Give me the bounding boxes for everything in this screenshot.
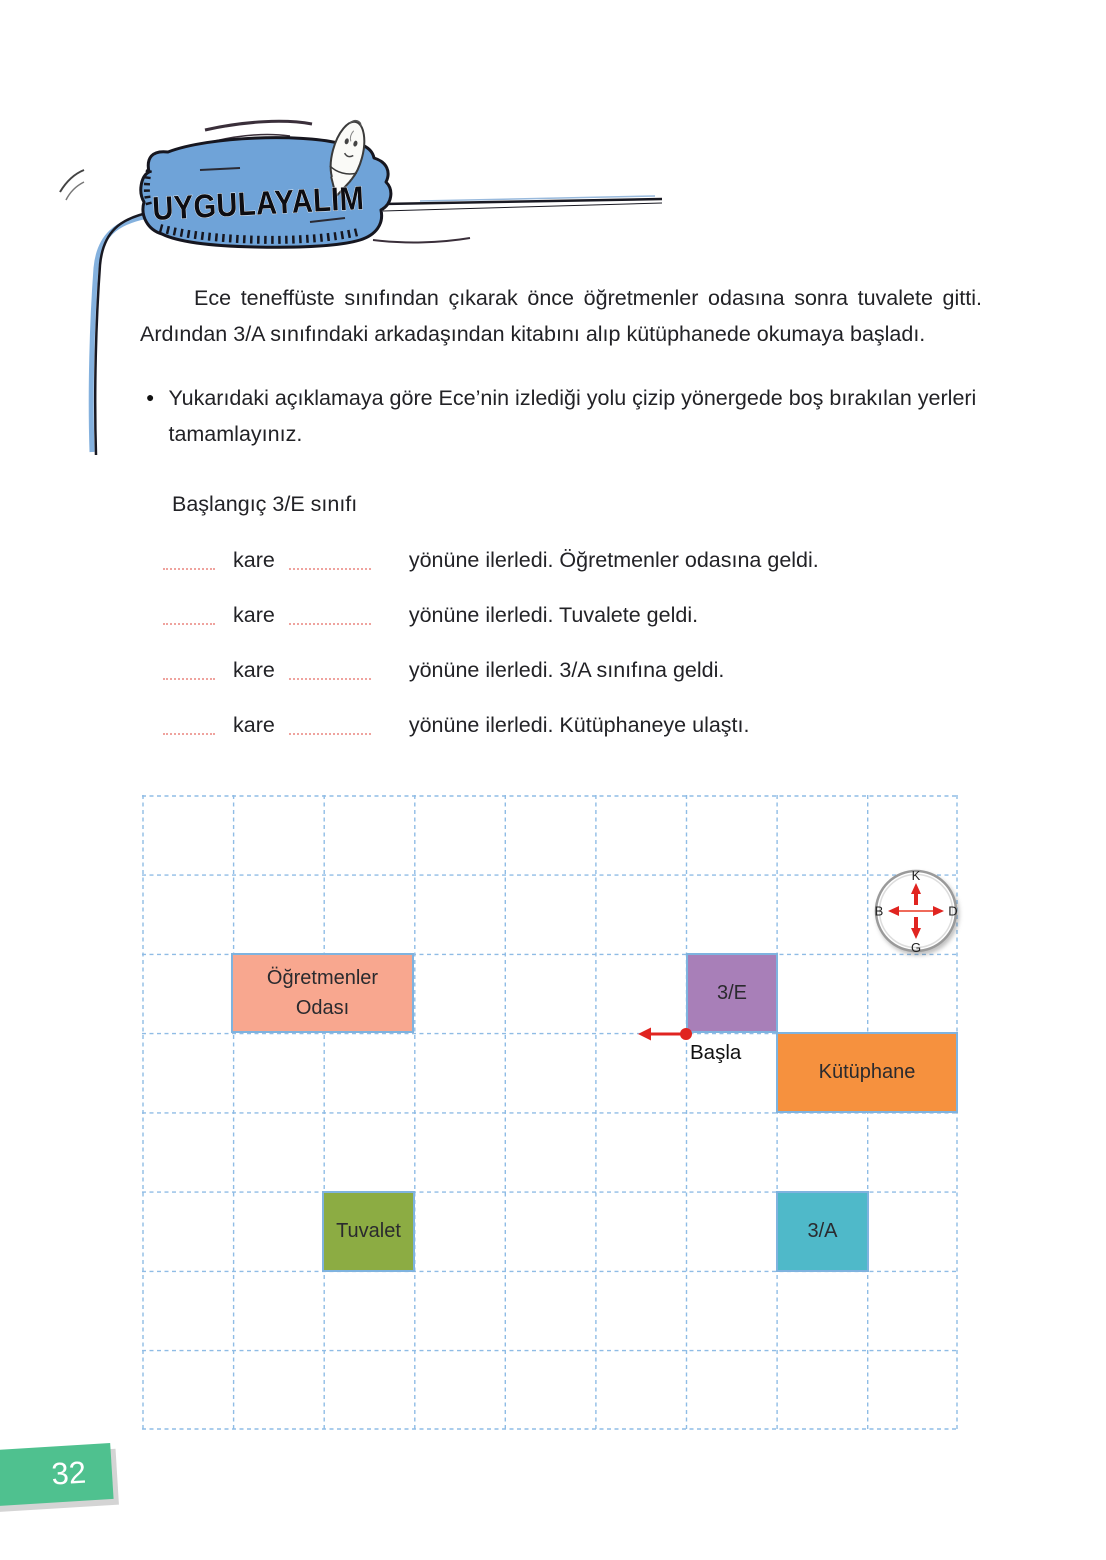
room-label: 3/E	[716, 981, 748, 1004]
unit-label: kare	[233, 548, 275, 572]
school-map-grid[interactable]	[142, 795, 958, 1430]
room-label: Kütüphane	[818, 1061, 916, 1083]
room-3e[interactable]	[686, 953, 778, 1033]
compass-west-label: B	[874, 903, 884, 919]
compass-north-label: K	[911, 868, 921, 883]
intro-paragraph: Ece teneffüste sınıfından çıkarak önce öğretmenler odasına sonra tuvalete gitti. Ardından 3/A sınıfındaki arkadaşından kitabını alıp kütüphanede okumaya başladı.	[140, 285, 982, 346]
room-3a[interactable]	[776, 1191, 869, 1272]
direction-blank-field[interactable]	[289, 568, 371, 570]
room-kutuphane[interactable]	[776, 1032, 958, 1113]
start-marker-label: Başla	[690, 1041, 742, 1064]
count-blank-field[interactable]	[163, 678, 215, 680]
bullet-icon: ●	[146, 389, 155, 405]
step-text: yönüne ilerledi. Öğretmenler odasına geldi.	[408, 548, 819, 572]
step-row-3	[163, 652, 1023, 683]
step-text: yönüne ilerledi. Kütüphaneye ulaştı.	[408, 713, 750, 737]
count-blank-field[interactable]	[163, 568, 215, 570]
page-number-badge	[0, 1443, 114, 1507]
step-text: yönüne ilerledi. 3/A sınıfına geldi.	[408, 658, 725, 682]
unit-label: kare	[233, 713, 275, 737]
room-ogretmenler-odasi[interactable]	[231, 953, 414, 1033]
unit-label: kare	[233, 603, 275, 627]
compass-east-label: D	[948, 903, 958, 919]
compass-south-label: G	[910, 940, 922, 955]
room-label: 3/A	[807, 1220, 838, 1242]
count-blank-field[interactable]	[163, 623, 215, 625]
step-row-1	[163, 542, 1023, 573]
task-item	[146, 380, 996, 452]
room-label: Öğretmenler Odası	[266, 967, 379, 1019]
decorative-stroke	[205, 121, 312, 130]
page-number: 32	[50, 1454, 87, 1492]
step-text: yönüne ilerledi. Tuvalete geldi.	[408, 603, 699, 627]
task-text: Yukarıdaki açıklamaya göre Ece’nin izlediği yolu çizip yönergede boş bırakılan yerleri tamamlayınız.	[168, 386, 977, 446]
count-blank-field[interactable]	[163, 733, 215, 735]
start-line-label: Başlangıç 3/E sınıfı	[172, 492, 358, 516]
unit-label: kare	[233, 658, 275, 682]
steps-list	[163, 542, 1023, 762]
room-tuvalet[interactable]	[322, 1191, 415, 1272]
header-title: UYGULAYALIM	[151, 177, 395, 227]
room-label: Tuvalet	[336, 1220, 401, 1242]
direction-blank-field[interactable]	[289, 623, 371, 625]
direction-blank-field[interactable]	[289, 678, 371, 680]
step-row-4	[163, 707, 1023, 738]
decorative-stroke	[60, 170, 84, 192]
step-row-2	[163, 597, 1023, 628]
compass-icon	[872, 867, 960, 955]
start-arrow-icon	[638, 1019, 698, 1049]
direction-blank-field[interactable]	[289, 733, 371, 735]
